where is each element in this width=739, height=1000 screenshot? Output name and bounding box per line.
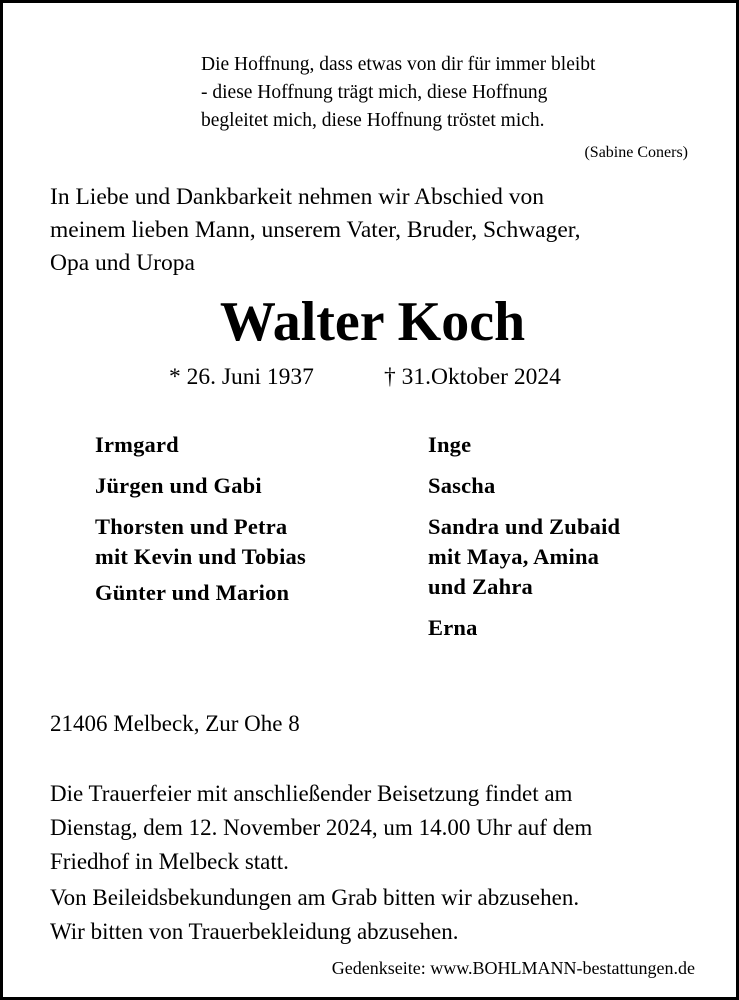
- family-member: [95, 430, 179, 460]
- family-member-line: Thorsten und Petra: [95, 514, 288, 539]
- family-member: [95, 471, 262, 501]
- family-member-line: Irmgard: [95, 432, 179, 457]
- family-member-line: und Zahra: [428, 574, 533, 599]
- family-member: [428, 512, 620, 602]
- family-member: [428, 613, 478, 643]
- intro-line: In Liebe und Dankbarkeit nehmen wir Abschied von: [50, 184, 545, 210]
- poem-quote: [201, 51, 595, 135]
- family-member-line: Sascha: [428, 473, 496, 498]
- poem-line: begleitet mich, diese Hoffnung tröstet mich.: [201, 110, 545, 131]
- death-date: † 31.Oktober 2024: [384, 364, 561, 390]
- family-member-line: Günter und Marion: [95, 580, 290, 605]
- family-member: [95, 578, 289, 608]
- intro-line: Opa und Uropa: [50, 250, 195, 276]
- memorial-page-link[interactable]: Gedenkseite: www.BOHLMANN-bestattungen.de: [331, 958, 695, 978]
- poem-line: - diese Hoffnung trägt mich, diese Hoffnung: [201, 82, 548, 103]
- intro-text: [50, 181, 581, 280]
- family-member-line: mit Maya, Amina: [428, 544, 600, 569]
- ceremony-text: [50, 777, 592, 879]
- deceased-name: Walter Koch: [219, 291, 526, 353]
- family-member-line: Sandra und Zubaid: [428, 514, 621, 539]
- family-member: [95, 512, 306, 572]
- family-member: [428, 471, 495, 501]
- address: 21406 Melbeck, Zur Ohe 8: [50, 711, 300, 736]
- family-member-line: Erna: [428, 615, 478, 640]
- ceremony-line: Die Trauerfeier mit anschließender Beisetzung findet am: [50, 781, 573, 806]
- poem-author: (Sabine Coners): [584, 144, 688, 161]
- ceremony-line: Friedhof in Melbeck statt.: [50, 849, 289, 874]
- family-member-line: Inge: [428, 432, 472, 457]
- birth-date: * 26. Juni 1937: [169, 364, 314, 390]
- family-member: [428, 430, 471, 460]
- intro-line: meinem lieben Mann, unserem Vater, Bruder, Schwager,: [50, 217, 581, 243]
- family-member-line: Jürgen und Gabi: [95, 473, 262, 498]
- notes: [50, 881, 579, 949]
- note-line: Von Beileidsbekundungen am Grab bitten wir abzusehen.: [50, 885, 580, 910]
- family-member-line: mit Kevin und Tobias: [95, 544, 306, 569]
- ceremony-line: Dienstag, dem 12. November 2024, um 14.00 Uhr auf dem: [50, 815, 593, 840]
- poem-line: Die Hoffnung, dass etwas von dir für immer bleibt: [201, 54, 596, 75]
- note-line: Wir bitten von Trauerbekleidung abzusehen.: [50, 919, 459, 944]
